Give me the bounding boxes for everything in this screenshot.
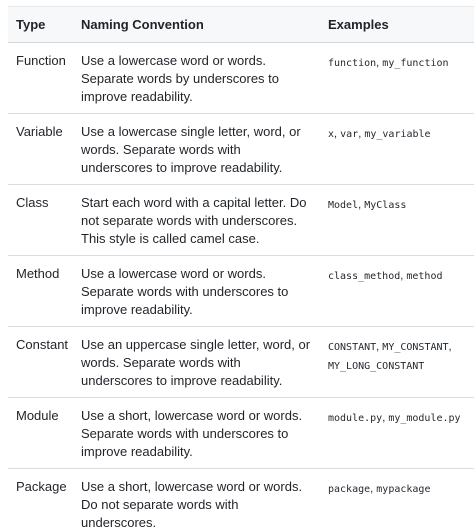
type-cell: Module	[8, 398, 73, 469]
example-code: method	[406, 271, 442, 282]
table-row	[8, 43, 474, 114]
example-code: class_method	[328, 271, 400, 282]
type-cell: Package	[8, 469, 73, 532]
table-header	[8, 7, 474, 43]
convention-cell: Use a lowercase single letter, word, or words. Separate words with underscores to improve readability.	[73, 114, 320, 185]
example-separator: ,	[382, 412, 388, 424]
example-code: my_variable	[364, 129, 430, 140]
example-code: mypackage	[376, 484, 430, 495]
type-cell: Function	[8, 43, 73, 114]
example-separator: ,	[376, 341, 382, 353]
examples-cell	[320, 469, 474, 532]
convention-cell: Use a lowercase word or words. Separate words with underscores to improve readability.	[73, 256, 320, 327]
table-row	[8, 469, 474, 532]
example-separator: ,	[358, 199, 364, 211]
example-code: package	[328, 484, 370, 495]
example-separator: ,	[370, 483, 376, 495]
convention-cell: Use a lowercase word or words. Separate words by underscores to improve readability.	[73, 43, 320, 114]
table-row	[8, 185, 474, 256]
examples-cell	[320, 114, 474, 185]
table-body	[8, 43, 474, 532]
example-code: MY_LONG_CONSTANT	[328, 361, 424, 372]
examples-cell	[320, 398, 474, 469]
table-row	[8, 114, 474, 185]
convention-cell: Use a short, lowercase word or words. Separate words with underscores to improve readability.	[73, 398, 320, 469]
convention-cell: Start each word with a capital letter. Do not separate words with underscores. This style is called camel case.	[73, 185, 320, 256]
examples-cell	[320, 256, 474, 327]
header-type: Type	[8, 7, 73, 43]
example-code: function	[328, 58, 376, 69]
naming-conventions-table	[8, 6, 474, 532]
example-separator: ,	[449, 341, 452, 353]
example-separator: ,	[400, 270, 406, 282]
table-row	[8, 327, 474, 398]
header-examples: Examples	[320, 7, 474, 43]
example-code: MyClass	[364, 200, 406, 211]
table-row	[8, 256, 474, 327]
type-cell: Constant	[8, 327, 73, 398]
example-separator: ,	[334, 128, 340, 140]
convention-cell: Use a short, lowercase word or words. Do not separate words with underscores.	[73, 469, 320, 532]
example-code: my_function	[382, 58, 448, 69]
header-naming-convention: Naming Convention	[73, 7, 320, 43]
examples-cell	[320, 185, 474, 256]
example-code: my_module.py	[388, 413, 460, 424]
example-code: module.py	[328, 413, 382, 424]
type-cell: Variable	[8, 114, 73, 185]
convention-cell: Use an uppercase single letter, word, or words. Separate words with underscores to improve readability.	[73, 327, 320, 398]
examples-cell	[320, 327, 474, 398]
example-code: Model	[328, 200, 358, 211]
example-separator: ,	[358, 128, 364, 140]
example-code: x	[328, 129, 334, 140]
header-row	[8, 7, 474, 43]
type-cell: Class	[8, 185, 73, 256]
example-separator: ,	[376, 57, 382, 69]
examples-cell	[320, 43, 474, 114]
example-code: CONSTANT	[328, 342, 376, 353]
type-cell: Method	[8, 256, 73, 327]
example-code: MY_CONSTANT	[382, 342, 448, 353]
table-row	[8, 398, 474, 469]
example-code: var	[340, 129, 358, 140]
